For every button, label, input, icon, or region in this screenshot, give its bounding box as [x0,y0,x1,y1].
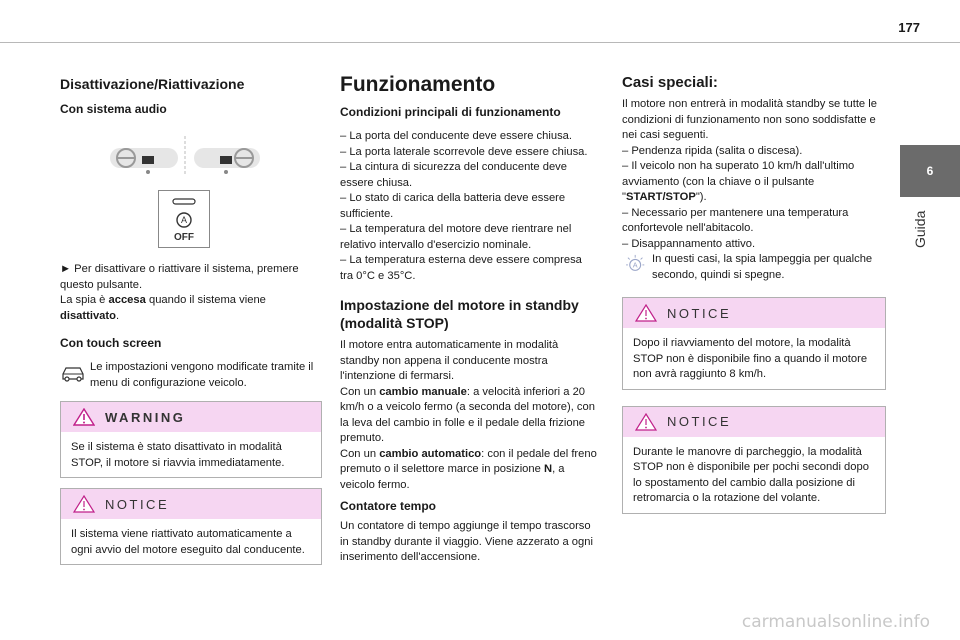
subtitle-timer: Contatore tempo [340,499,436,513]
condition-item: – La temperatura esterna deve essere compresa tra 0°C e 35°C. [340,254,582,282]
warning-icon [73,408,95,426]
warning-label: WARNING [105,409,186,425]
button-off-text: OFF [174,232,194,243]
case2-a: – Il veicolo non ha superato 10 km/h dall'ultimo avviamento (con la chiave o il pulsante " [622,160,855,203]
stop-start-off-button-illustration [158,190,210,248]
notice-icon [635,304,657,322]
standby-intro: Il motore entra automaticamente in modalità standby non appena il conducente mostra l'intenzione di fermarsi. [340,339,559,382]
column-left [60,60,322,575]
lamp-text-deactivated: disattivato [60,309,116,322]
standby-automatic [340,447,598,494]
auto-n: N [543,463,553,475]
notice-header-left [61,489,321,519]
special-intro: Il motore non entrerà in modalità standby se tutte le condizioni di funzionamento non sono soddisfatte e nei casi seguenti. [622,98,877,141]
manual-c: : a velocità inferiori a 20 km/h o a veicolo fermo (a seconda del motore), con la leva del cambio in folle e il pedale della frizione premuto. [340,385,595,444]
automatic-gearbox: cambio automatico [379,447,482,460]
auto-c: : con il pedale del freno premuto o il selettore marce in posizione [340,447,597,475]
timer-text: Un contatore di tempo aggiunge il tempo trascorso in standby durante il viaggio. Viene azzerato a ogni inserimento dell'accensione. [340,520,593,563]
condition-item: – La temperatura del motore deve rientrare nel relativo intervallo d'esercizio nominale. [340,223,572,251]
warning-header [61,402,321,432]
subtitle-audio: Con sistema audio [60,102,167,116]
svg-text:A: A [632,260,638,270]
notice-text-right-1: Dopo il riavviamento del motore, la modalità STOP non è disponibile fino a quando il motore non avrà raggiunto 8 km/h. [633,337,868,380]
section-title-operation: Funzionamento [340,73,496,96]
dashboard-icon [110,136,260,180]
case-item: – Necessario per mantenere una temperatura confortevole nell'abitacolo. [622,206,849,234]
lamp-note-text: In questi casi, la spia lampeggia per qualche secondo, quindi si spegne. [652,253,873,281]
case2-start-stop: START/STOP [625,191,696,203]
subtitle-standby: Impostazione del motore in standby (modalità STOP) [340,297,579,331]
subtitle-conditions: Condizioni principali di funzionamento [340,105,561,119]
notice-icon [635,413,657,431]
flashing-lamp-icon [622,254,652,274]
chapter-label [900,208,960,268]
watermark: carmanualsonline.info [741,612,930,632]
notice-header-right-2 [623,407,885,437]
instruction-lamp [60,293,322,324]
touch-note [60,360,322,391]
warning-box [60,401,322,478]
touch-note-text: Le impostazioni vengono modificate tramite il menu di configurazione veicolo. [90,361,314,389]
case-item: – Pendenza ripida (salita o discesa). [622,144,803,157]
notice-text-left: Il sistema viene riattivato automaticamente a ogni avvio del motore eseguito dal conducente. [71,528,305,556]
car-settings-icon [60,362,90,382]
warning-text: Se il sistema è stato disattivato in modalità STOP, il motore si riavvia immediatamente. [71,441,285,469]
section-title-special-cases: Casi speciali: [622,74,718,91]
section-title-deactivation: Disattivazione/Riattivazione [60,76,245,92]
header-rule [0,42,960,43]
notice-text-right-2: Durante le manovre di parcheggio, la modalità STOP non è disponibile per pochi secondi dopo lo spostamento del cambio dalla posizione di retromarcia o la rotazione del volante. [633,445,869,504]
column-middle [340,60,598,572]
condition-item: – Lo stato di carica della batteria deve essere sufficiente. [340,192,566,220]
notice-box-right-2 [622,406,886,514]
case-item [622,159,886,206]
chapter-tab: 6 [900,145,960,197]
condition-item: – La porta laterale scorrevole deve essere chiusa. [340,145,588,158]
notice-box-right-1 [622,297,886,390]
case2-c: "). [695,191,707,203]
svg-text:A: A [180,215,188,225]
standby-manual [340,385,598,447]
condition-item: – La porta del conducente deve essere chiusa. [340,130,572,142]
page-number: 177 [898,20,920,35]
conditions-list [340,129,598,284]
subtitle-touch: Con touch screen [60,336,162,350]
notice-icon [73,495,95,513]
notice-label-right-2: NOTICE [667,414,732,429]
lamp-text-c: quando il sistema viene [145,294,266,306]
notice-label-left: NOTICE [105,496,170,512]
notice-label-right-1: NOTICE [667,305,732,321]
auto-a: Con un [340,447,380,460]
condition-item: – La cintura di sicurezza del conducente deve essere chiusa. [340,161,568,189]
notice-box-left [60,488,322,565]
dashboard-illustration [110,136,260,180]
case-item: – Disappannamento attivo. [622,237,756,250]
lamp-text-on: accesa [108,294,146,306]
lamp-note [622,252,886,283]
lamp-text-e: . [115,309,120,322]
manual-gearbox: cambio manuale [379,385,467,398]
chapter-label-text: Guida [912,210,928,248]
notice-header-right-1 [623,298,885,328]
column-right [622,60,886,524]
lamp-text-a: La spia è [60,294,109,306]
auto-e: , a veicolo fermo. [340,463,565,491]
manual-a: Con un [340,385,380,398]
instruction-press-button: ► Per disattivare o riattivare il sistema, premere questo pulsante. [60,263,299,291]
